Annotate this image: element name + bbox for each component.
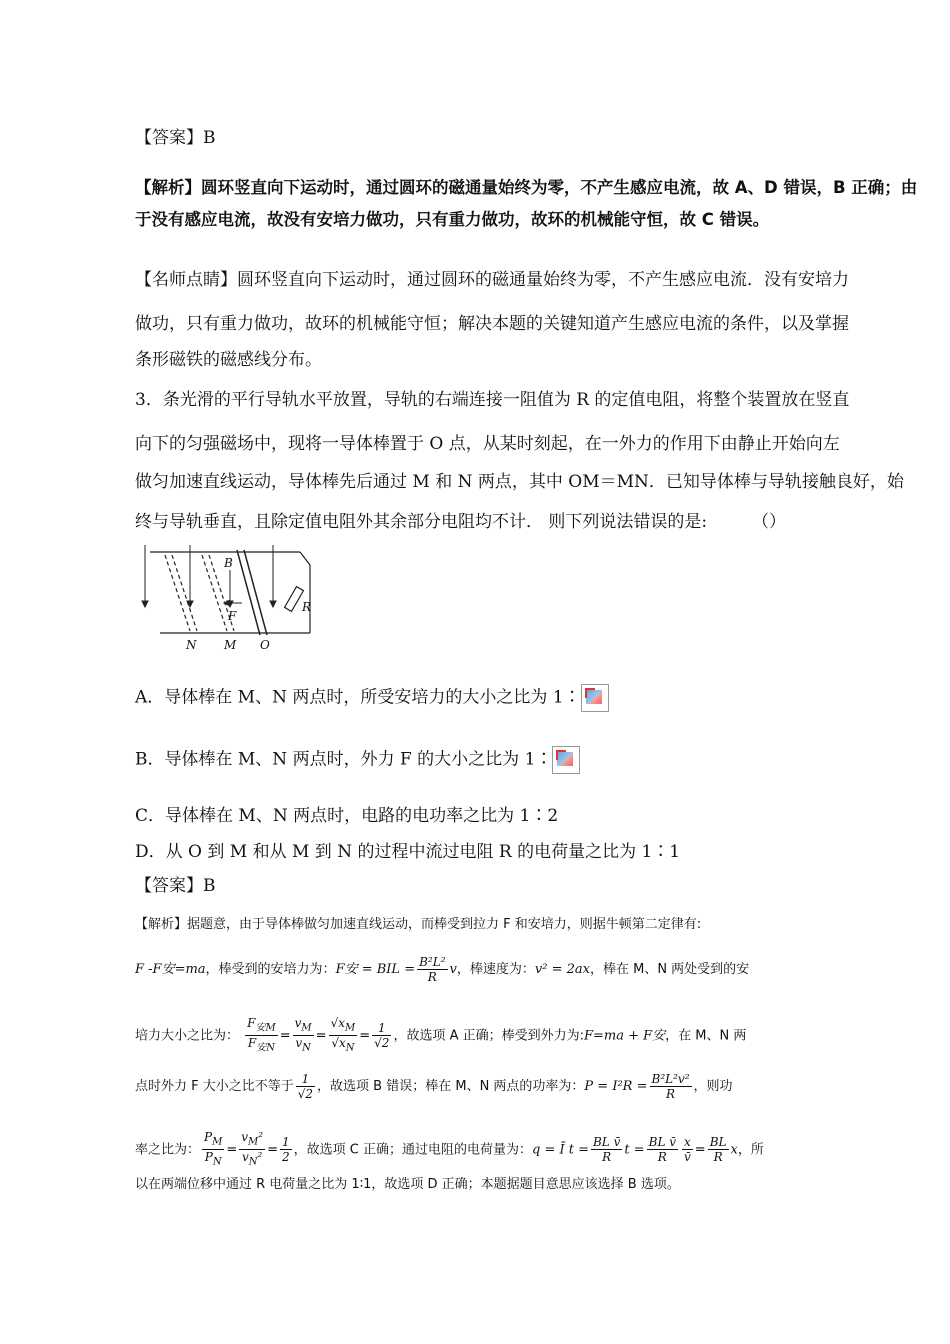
broken-image-icon	[552, 746, 580, 774]
analysis-1-line-1: 【解析】圆环竖直向下运动时，通过圆环的磁通量始终为零，不产生感应电流，故 A、D 错误，B 正确；由	[135, 178, 918, 197]
conductor-bar	[237, 550, 260, 635]
option-b	[135, 746, 580, 774]
option-a	[135, 684, 609, 712]
analysis-2-line-6: 以在两端位移中通过 R 电荷量之比为 1∶1，故选项 D 正确；本题据题目意思应该选择 B 选项。	[135, 1177, 680, 1192]
question-3-line-2: 向下的匀强磁场中，现将一导体棒置于 O 点，从某时刻起，在一外力的作用下由静止开始向左	[135, 434, 840, 454]
teacher-note-line-2: 做功，只有重力做功，故环的机械能守恒；解决本题的关键知道产生感应电流的条件，以及掌握	[135, 314, 849, 334]
label-f: F	[228, 609, 237, 623]
label-n: N	[186, 638, 197, 652]
label-o: O	[260, 638, 270, 652]
answer-blank: （）	[752, 512, 786, 532]
teacher-note-line-3: 条形磁铁的磁感线分布。	[135, 350, 322, 370]
teacher-note-line-1: 【名师点睛】圆环竖直向下运动时，通过圆环的磁通量始终为零，不产生感应电流．没有安培力	[135, 270, 849, 290]
analysis-2-line-1: 【解析】据题意，由于导体棒做匀加速直线运动，而棒受到拉力 F 和安培力，则据牛顿第二定律有:	[135, 917, 702, 932]
broken-image-icon	[581, 684, 609, 712]
analysis-2-line-3: 培力大小之比为： $\frac{F_{安M}}{F_{安N}}$ = $\frac{v_M}{v_N}$ = $\frac{√x_M}{√x_N}$ = $\frac{1}{√2}$ ，故选项 A 正确；棒受到外力为:F=ma + F安，在 M、N 两	[135, 1016, 747, 1054]
analysis-2-line-2: F -F安=ma，棒受到的安培力为：F安 = BIL = $\frac{\text{B²L²}}{R}$ v，棒速度为：v² = 2ax，棒在 M、N 两处受到的安	[135, 955, 750, 984]
analysis-2-line-5: 率之比为： $\frac{P_M}{P_N}$ = $\frac{v_M^2}{v_N^2}$ = $\frac{1}{2}$ ，故选项 C 正确；通过电阻的电荷量为：q = Ī t = $\frac{\text{BL v̄}}{R}$ t = $\frac{\text{BL v̄}}{R}$ $\frac{x}{v̄}$ = $\frac{BL}{R}$ x，所	[135, 1130, 764, 1168]
answer-label-2: 【答案】B	[135, 876, 216, 896]
analysis-2-line-4: 点时外力 F 大小之比不等于 $\frac{1}{√2}$ ，故选项 B 错误；棒在 M、N 两点的功率为：P = I²R = $\frac{\text{B²L²v²}}{R}$ ，则功	[135, 1072, 733, 1101]
option-a-text: A．导体棒在 M、N 两点时，所受安培力的大小之比为 1∶	[135, 687, 581, 708]
label-r: R	[302, 600, 312, 614]
label-b: B	[224, 556, 233, 570]
analysis-1-line-2: 于没有感应电流，故没有安培力做功，只有重力做功，故环的机械能守恒，故 C 错误。	[135, 210, 770, 229]
question-3-line-1: 3．条光滑的平行导轨水平放置，导轨的右端连接一阻值为 R 的定值电阻，将整个装置放在竖直	[135, 390, 850, 410]
question-3-line-4: 终与导轨垂直，且除定值电阻外其余部分电阻均不计． 则下列说法错误的是:	[135, 512, 708, 532]
answer-label-1: 【答案】B	[135, 128, 216, 148]
resistor-symbol	[285, 587, 304, 612]
label-m: M	[224, 638, 237, 652]
option-b-text: B．导体棒在 M、N 两点时，外力 F 的大小之比为 1∶	[135, 749, 553, 770]
rail-diagram	[130, 545, 330, 655]
right-end	[300, 552, 310, 633]
question-3-line-3: 做匀加速直线运动，导体棒先后通过 M 和 N 两点，其中 OM＝MN．已知导体棒与导轨接触良好，始	[135, 472, 904, 492]
option-c: C．导体棒在 M、N 两点时，电路的电功率之比为 1∶2	[135, 806, 559, 826]
option-d: D．从 O 到 M 和从 M 到 N 的过程中流过电阻 R 的电荷量之比为 1∶1	[135, 842, 681, 862]
